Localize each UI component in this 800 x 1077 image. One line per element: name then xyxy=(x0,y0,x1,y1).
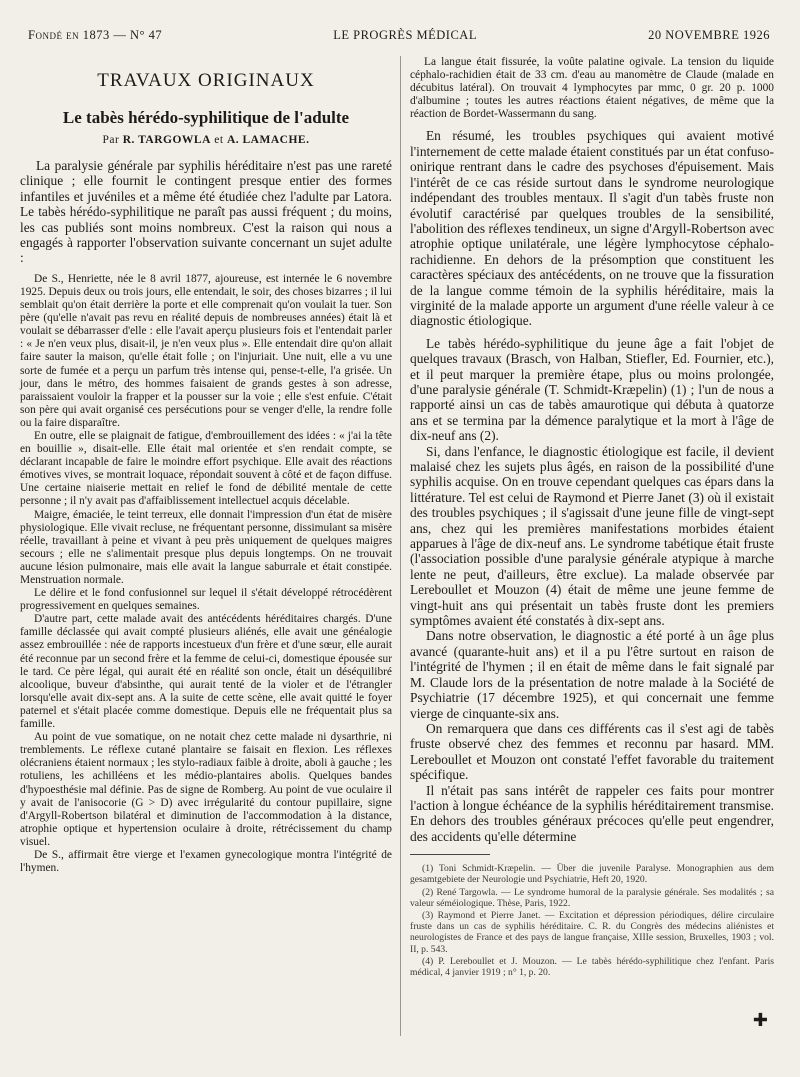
section-title: TRAVAUX ORIGINAUX xyxy=(97,70,315,91)
body-paragraph: Il n'était pas sans intérêt de rappeler ces faits pour montrer l'action à longue échéance de la syphilis héréditairement transmise. En dehors des troubles généraux précoces qu'elle peut engendrer, des accidents qu'elle détermine xyxy=(410,782,774,844)
case-paragraph: Maigre, émaciée, le teint terreux, elle donnait l'impression d'un état de misère physiologique. Elle vivait recluse, ne fréquentant personne, dissimulant sa misère réelle, travaillant à peine et vivant à peu près uniquement de quelques maigres secours ; elle ne s'alimentait presque plus depuis longtemps. On ne trouvait aucune lésion pulmonaire, mais elle avait la langue saburrale et était constipée. Menstruation normale. xyxy=(20,508,392,586)
footnote: (2) René Targowla. — Le syndrome humoral de la paralysie générale. Ses modalités ; sa valeur séméiologique. Thèse, Paris, 1922. xyxy=(410,886,774,909)
article-title: Le tabès hérédo-syphilitique de l'adulte xyxy=(62,108,350,127)
case-paragraph: En outre, elle se plaignait de fatigue, d'embrouillement des idées : « j'ai la tête en bouillie », disait-elle. Elle était mal orientée et s'en rendait compte, se déclarant incapable de faire le moindre effort psychique. Elle avait des réactions émotives vives, se montrait loquace, répondait souvent à côté et de façon diffuse. Une certaine niaiserie mettait en relief le fond de débilité mentale de cette personne ; il n'y avait pas d'affaiblissement intellectuel acquis décelable. xyxy=(20,429,392,508)
right-column xyxy=(410,56,774,979)
body-paragraph: Dans notre observation, le diagnostic a été porté à un âge plus avancé (quarante-huit ans) et il a pu l'être surtout en raison de l'intégrité de l'hymen ; il en était de même dans le fait signalé par M. Claude lors de la présentation de notre malade à la Société de Psychiatrie (17 décembre 1925), et qui concernait une femme vierge de cinquante-six ans. xyxy=(410,628,774,721)
column-rule xyxy=(400,56,401,1036)
footnote: (4) P. Lereboullet et J. Mouzon. — Le tabès hérédo-syphilitique chez l'enfant. Paris médical, 4 janvier 1919 ; n° 1, p. 20. xyxy=(410,955,774,978)
footnote: (1) Toni Schmidt-Kræpelin. — Über die juvenile Paralyse. Monographien aus dem gesamtgebiete der Neurologie und Psychiatrie, Heft 20, 1920. xyxy=(410,863,774,886)
running-head xyxy=(28,28,770,50)
header-founded-issue: Fondé en 1873 — N° 47 xyxy=(28,28,163,42)
header-journal-title: LE PROGRÈS MÉDICAL xyxy=(333,28,477,42)
byline-et: et xyxy=(214,134,224,146)
body-paragraph: Le tabès hérédo-syphilitique du jeune âge a fait l'objet de quelques travaux (Brasch, von Halban, Stiefler, Ed. Fournier, etc.), et il peut marquer la première étape, plus ou moins prolongée, d'une paralysie générale (T. Schmidt-Kræpelin) (1) ; l'un de nous a rapporté ainsi un cas de tabès amaurotique qui débuta à quatorze ans et se termina par la démence paralytique et la mort à l'âge de dix-neuf ans (2). xyxy=(410,335,774,444)
intro-paragraph: La paralysie générale par syphilis héréditaire n'est pas une rareté clinique ; elle fournit le contingent presque entier des formes infantiles et juvéniles et a même été étudiée chez l'adulte par Latora. Le tabès hérédo-syphilitique ne paraît pas aussi fréquent ; du moins, les cas publiés sont moins nombreux. C'est la raison qui nous a engagés à rapporter l'observation suivante concernant un sujet adulte : xyxy=(20,158,392,266)
footnotes xyxy=(410,863,774,978)
author-targowla: R. TARGOWLA xyxy=(122,134,211,146)
byline xyxy=(20,134,392,146)
body-paragraph: On remarquera que dans ces différents cas il s'est agi de tabès fruste observé chez des femmes et reconnu par hasard. MM. Lereboullet et Mouzon ont constaté l'effet favorable du traitement spécifique. xyxy=(410,720,774,783)
footnote-rule xyxy=(410,854,490,855)
fleuron-ornament: ✚ xyxy=(752,1010,768,1031)
body-paragraph: En résumé, les troubles psychiques qui avaient motivé l'internement de cette malade étaient constitués par un état confuso-onirique rentrant dans le cadre des psychoses d'épuisement. Mais l'intérêt de ce cas réside surtout dans le syndrome neurologique indépendant des troubles mentaux. Il s'agit d'un tabès fruste non évolutif caractérisé par quelques troubles de la sensibilité, l'abolition des réflexes tendineux, un signe d'Argyll-Robertson avec atrophie optique unilatérale, une légère lymphocytose céphalo-rachidienne. En dehors de la présomption que constituent les caractères spéciaux des antécédents, on ne trouve que la fissuration de la langue comme témoin de la syphilis héréditaire, mais la virginité de la malade apporte un argument d'une réelle valeur à ce diagnostic étiologique. xyxy=(410,128,774,329)
body-paragraph: Si, dans l'enfance, le diagnostic étiologique est facile, il devient malaisé chez les sujets plus âgés, en raison de la possibilité d'une syphilis acquise. On en trouve cependant quelques cas épars dans la littérature. Tel est celui de Raymond et Pierre Janet (3) où il existait des troubles psychiques ; il s'agissait d'une jeune fille de vingt-sept ans, chez qui les premières manifestations morbides étaient apparues à l'âge de dix-neuf ans. Le syndrome tabétique était fruste (l'association possible d'une paralysie générale atypique à marche lente ne peut, d'ailleurs, être exclue). La malade observée par Lereboullet et Mouzon (4) était de même une jeune femme de vingt-huit ans qui présentait un tabès fruste dont les premiers symptômes avaient été constatés à dix-sept ans. xyxy=(410,443,774,629)
case-continuation: La langue était fissurée, la voûte palatine ogivale. La tension du liquide céphalo-rachidien était de 33 cm. d'eau au manomètre de Claude (malade en décubitus latéral). On trouvait 4 lymphocytes par mmc, 0 gr. 20 p. 1000 d'albumine ; toutes les autres réactions étaient négatives, de même que la réaction de Bordet-Wassermann du sang. xyxy=(410,56,774,121)
case-paragraph: De S., affirmait être vierge et l'examen gynecologique montra l'intégrité de l'hymen. xyxy=(20,848,392,875)
case-paragraph: De S., Henriette, née le 8 avril 1877, ajoureuse, est internée le 6 novembre 1925. Depuis deux ou trois jours, elle entendait, le soir, des choses bizarres ; il lui semblait qu'on était derrière la porte et elle comprenait qu'on voulait la tuer. Son père (qu'elle n'avait pas revu en réalité depuis de nombreuses années) était là et voulait se débarrasser d'elle : elle l'avait aperçu plusieurs fois et l'entendait parler : « Je n'en veux plus, disait-il, je n'en veux plus ». Elle entendait dire qu'on allait faire sauter la maison, qu'elle était folle ; on l'injuriait. Une nuit, elle a vu une sorte de fumée et a perçu un parfum très intense qui, pense-t-elle, l'a grisée. Un jour, dans le métro, des hommes faisaient de grands gestes à son adresse, paraissaient vouloir la frapper et la pousser sur la voie ; elle s'est enfuie. C'était son père qui avait organisé ces persécutions pour se venger d'elle, la rendre folle ou la faire disparaître. xyxy=(20,272,392,429)
author-lamache: A. LAMACHE. xyxy=(226,134,310,146)
footnote: (3) Raymond et Pierre Janet. — Excitation et dépression périodiques, délire circulaire fruste dans un cas de syphilis héréditaire. C. R. du Congrès des médecins aliénistes et neurologistes de France et des pays de langue française, XIIIe session, Bruxelles, 1903 ; vol. II, p. 543. xyxy=(410,909,774,955)
case-paragraph: D'autre part, cette malade avait des antécédents héréditaires chargés. D'une famille déclassée qui avait compté plusieurs aliénés, elle avait une généalogie assez embrouillée : née de rapports incestueux d'un frère et d'une sœur, elle aurait été reconnue par un second frère et la femme de celui-ci, domestique épousée sur le tard. Ce père légal, qui aurait été en réalité son oncle, était un déséquilibré alcoolique, buveur d'absinthe, qui aurait tenté de la violer et de l'étrangler lorsqu'elle avait dix-sept ans. A la suite de cette scène, elle avait quitté le foyer paternel et s'était placée comme domestique. Depuis elle ne fréquentait plus sa famille. xyxy=(20,613,392,731)
left-column xyxy=(20,56,392,875)
header-date: 20 NOVEMBRE 1926 xyxy=(648,28,770,42)
byline-par: Par xyxy=(102,134,120,146)
case-paragraph: Au point de vue somatique, on ne notait chez cette malade ni dysarthrie, ni tremblements. Le réflexe cutané plantaire se faisait en flexion. Les réflexes olécraniens étaient normaux ; les stylo-radiaux faible à droite, aboli à gauche ; les rotuliens, les achilléens et les médio-plantaires abolis. Quelques bandes d'hypoesthésie mal définie. Pas de signe de Romberg. Au point de vue oculaire il y avait de l'anisocorie (G > D) avec irrégularité du contour pupillaire, signe d'Argyll-Robertson bilatéral et diminution de l'accommodation à la distance, atrophie optique et hypertension oculaire à droite, rétrécissement du champ visuel. xyxy=(20,731,392,848)
case-paragraph: Le délire et le fond confusionnel sur lequel il s'était développé rétrocédèrent progressivement en quelques semaines. xyxy=(20,587,392,613)
